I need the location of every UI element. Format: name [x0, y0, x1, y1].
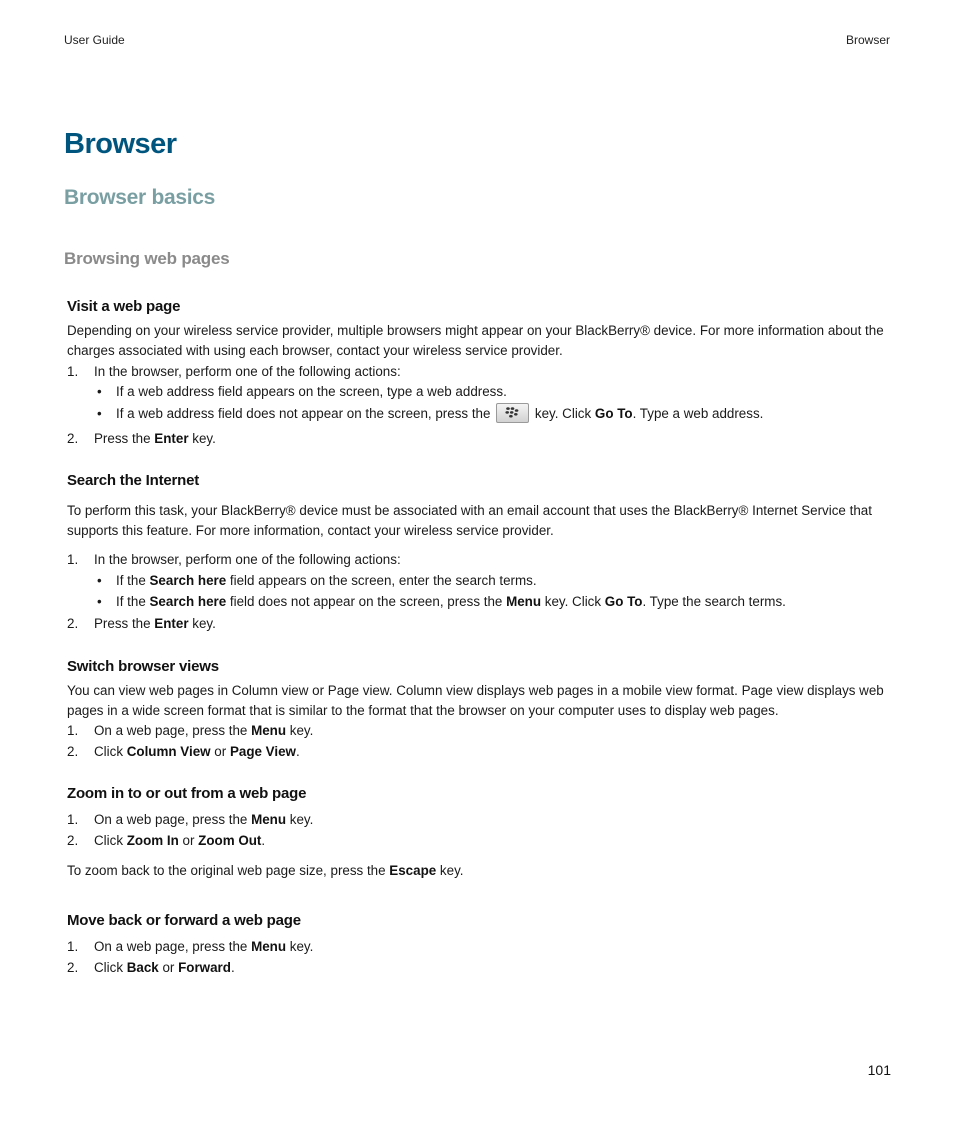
blackberry-menu-key-icon: [496, 403, 529, 423]
search-intro: To perform this task, your BlackBerry® device must be associated with an email account that uses the BlackBerry® Internet Service that supports this feature. For more information, contact your wireless service provider.: [67, 503, 872, 538]
bullet-item: • If a web address field does not appear on the screen, press the key. Click Go To. Type a web address.: [97, 403, 763, 424]
list-item: 2. Press the Enter key.: [67, 431, 216, 446]
bullet-item: • If a web address field appears on the screen, type a web address.: [97, 384, 507, 399]
bullet-item: • If the Search here field appears on the screen, enter the search terms.: [97, 573, 537, 588]
list-item: 2. Press the Enter key.: [67, 616, 216, 631]
switch-intro: You can view web pages in Column view or Page view. Column view displays web pages in a mobile view format. Page view displays web pages in a wide screen format that is similar to the format that the browser on your computer uses to display web pages.: [67, 683, 884, 718]
list-item: 1. On a web page, press the Menu key.: [67, 723, 314, 738]
running-header-chapter: Browser: [845, 33, 890, 47]
running-header-guide: User Guide: [64, 33, 125, 47]
topic-title-switch: Switch browser views: [67, 658, 219, 675]
topic-title-move: Move back or forward a web page: [67, 912, 301, 929]
list-item: 2. Click Zoom In or Zoom Out.: [67, 833, 266, 848]
list-item: 1. On a web page, press the Menu key.: [67, 939, 314, 954]
list-item: 1. On a web page, press the Menu key.: [67, 812, 314, 827]
list-item: 2. Click Column View or Page View.: [67, 744, 300, 759]
section-title: Browser basics: [64, 186, 216, 209]
zoom-note: To zoom back to the original web page size, press the Escape key.: [67, 863, 464, 878]
bullet-item: • If the Search here field does not appear on the screen, press the Menu key. Click Go To. Type the search terms.: [97, 594, 786, 609]
topic-title-zoom: Zoom in to or out from a web page: [67, 785, 307, 802]
topic-title-visit: Visit a web page: [67, 298, 181, 315]
page-title: Browser: [64, 128, 177, 160]
list-item: 1. In the browser, perform one of the following actions:: [67, 364, 401, 379]
page-number: 101: [867, 1062, 891, 1078]
subsection-title: Browsing web pages: [64, 249, 230, 268]
list-item: 1. In the browser, perform one of the following actions:: [67, 552, 401, 567]
visit-intro: Depending on your wireless service provider, multiple browsers might appear on your BlackBerry® device. For more information about the charges associated with using each browser, contact your wireless service provider.: [67, 323, 884, 358]
list-item: 2. Click Back or Forward.: [67, 960, 235, 975]
topic-title-search: Search the Internet: [67, 472, 200, 489]
